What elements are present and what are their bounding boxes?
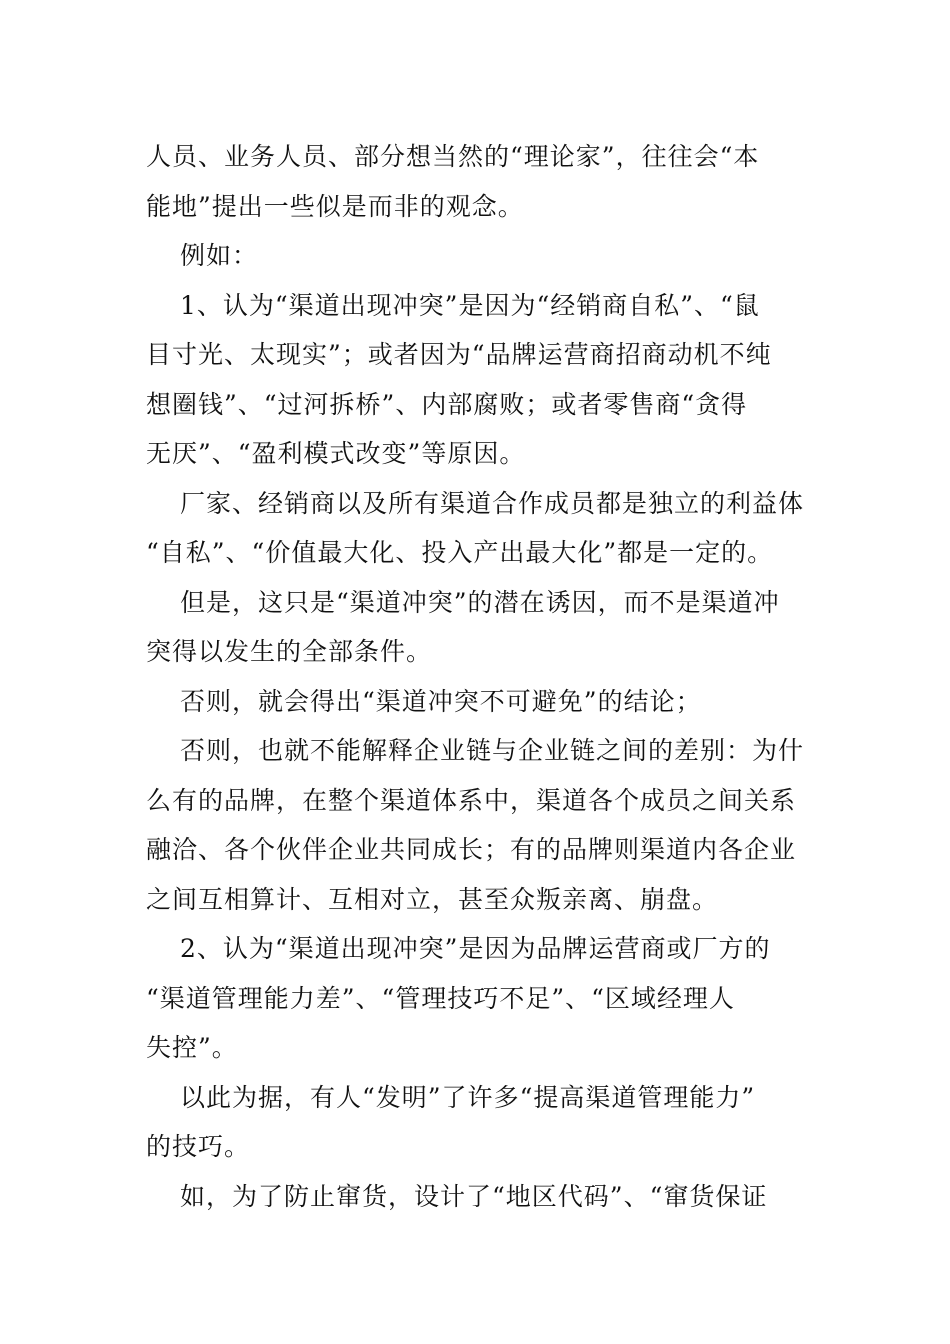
paragraph-2 [146,231,810,281]
text-line: “自私”、“价值最大化、投入产出最大化”都是一定的。 [146,538,774,567]
text-line: 例如： [180,241,259,270]
paragraph-1 [146,132,810,231]
text-line: 融洽、各个伙伴企业共同成长；有的品牌则渠道内各企业 [146,835,797,864]
text-line: 能地”提出一些似是而非的观念。 [146,191,524,221]
paragraph-10 [146,1172,810,1222]
text-line: 么有的品牌，在整个渠道体系中，渠道各个成员之间关系 [146,785,797,815]
document-body [146,132,810,1221]
paragraph-8 [146,924,810,1073]
text-line: 否则，也就不能解释企业链与企业链之间的差别：为什 [180,736,805,765]
paragraph-7 [146,726,810,924]
text-line: 之间互相算计、互相对立，甚至众叛亲离、崩盘。 [146,884,719,914]
text-line: “渠道管理能力差”、“管理技巧不足”、“区域经理人 [146,983,735,1013]
text-line: 突得以发生的全部条件。 [146,637,433,666]
text-line: 的技巧。 [146,1132,251,1161]
paragraph-6 [146,677,810,727]
text-line: 目寸光、太现实”；或者因为“品牌运营商招商动机不纯 [146,340,772,369]
paragraph-5 [146,578,810,677]
text-line: 2、认为“渠道出现冲突”是因为品牌运营商或厂方的 [180,934,771,963]
text-line: 厂家、经销商以及所有渠道合作成员都是独立的利益体 [180,488,805,518]
text-line: 无厌”、“盈利模式改变”等原因。 [146,439,526,468]
text-line: 否则，就会得出“渠道冲突不可避免”的结论； [180,686,702,716]
text-line: 想圈钱”、“过河拆桥”、内部腐败；或者零售商“贪得 [146,389,748,419]
paragraph-9 [146,1073,810,1172]
paragraph-3 [146,281,810,479]
text-line: 人员、业务人员、部分想当然的“理论家”，往往会“本 [146,142,760,171]
text-line: 失控”。 [146,1033,238,1062]
text-line: 但是，这只是“渠道冲突”的潜在诱因，而不是渠道冲 [180,587,780,617]
text-line: 1、认为“渠道出现冲突”是因为“经销商自私”、“鼠 [180,290,760,320]
paragraph-4 [146,479,810,578]
text-line: 以此为据，有人“发明”了许多“提高渠道管理能力” [180,1082,756,1112]
text-line: 如，为了防止窜货，设计了“地区代码”、“窜货保证 [180,1181,768,1211]
